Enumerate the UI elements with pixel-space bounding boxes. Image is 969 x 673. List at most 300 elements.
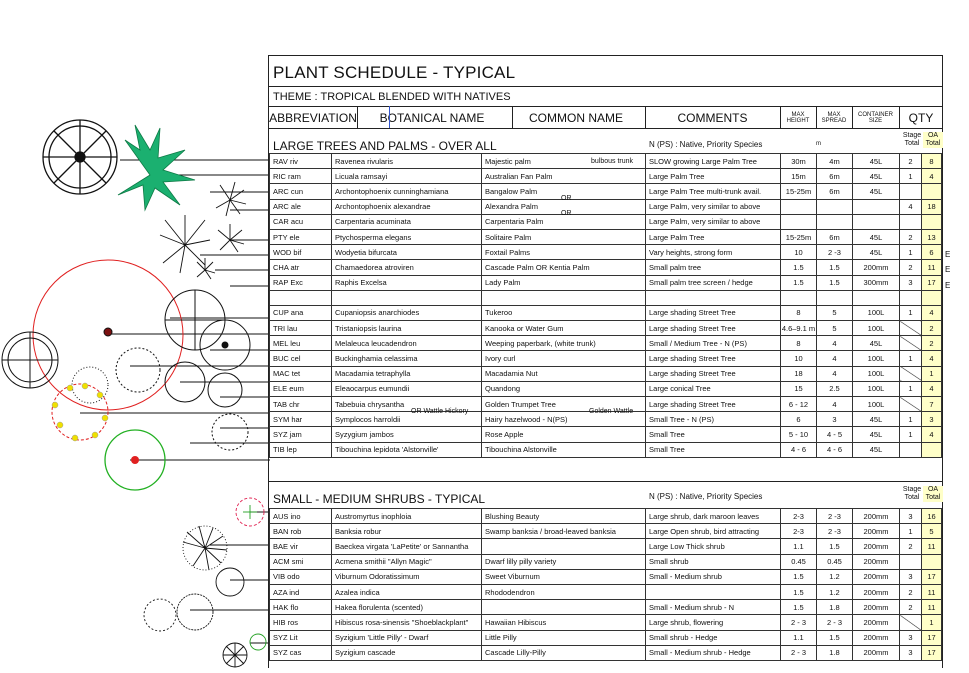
- abbr-cell: ELE eum: [270, 381, 332, 396]
- edge-note-e-3: E: [945, 281, 951, 290]
- container-cell: 200mm: [853, 260, 900, 275]
- table-row: [270, 381, 942, 396]
- comment-cell: SLOW growing Large Palm Tree: [646, 154, 781, 169]
- abbr-cell: MAC tet: [270, 366, 332, 381]
- common-cell: Tibouchina Alstonville: [482, 442, 646, 457]
- container-cell: 200mm: [853, 615, 900, 630]
- botanical-cell: Archontophoenix alexandrae: [332, 199, 482, 214]
- table-row: [270, 584, 942, 599]
- common-cell: Quandong: [482, 381, 646, 396]
- small-shrubs-table: [269, 508, 942, 661]
- stage-total-cell: 1: [900, 169, 922, 184]
- height-cell: 2 - 3: [781, 615, 817, 630]
- stage-total-cell: 1: [900, 427, 922, 442]
- abbr-cell: TAB chr: [270, 397, 332, 412]
- botanical-cell: Raphis Excelsa: [332, 275, 482, 290]
- abbr-cell: AUS ino: [270, 509, 332, 524]
- palm-icon: [118, 125, 195, 210]
- oa-total-cell: 4: [922, 351, 942, 366]
- stage-total-cell: 2: [900, 154, 922, 169]
- stage-total-cell: 3: [900, 645, 922, 660]
- comment-cell: Small Tree: [646, 442, 781, 457]
- container-cell: 100L: [853, 305, 900, 320]
- table-row: [270, 539, 942, 554]
- height-cell: 30m: [781, 154, 817, 169]
- height-cell: 15-25m: [781, 184, 817, 199]
- container-cell: 45L: [853, 184, 900, 199]
- stage-total-cell: 1: [900, 412, 922, 427]
- oa-total-cell: 5: [922, 524, 942, 539]
- table-row: [270, 260, 942, 275]
- common-cell: Macadamia Nut: [482, 366, 646, 381]
- plant-schedule-sheet: [268, 55, 943, 668]
- stage-total-cell: 2: [900, 600, 922, 615]
- abbr-cell: RAV riv: [270, 154, 332, 169]
- spread-cell: 1.8: [817, 600, 853, 615]
- spread-cell: [817, 290, 853, 305]
- common-cell: Kanooka or Water Gum: [482, 321, 646, 336]
- container-cell: 45L: [853, 336, 900, 351]
- stage-total-cell: 2: [900, 584, 922, 599]
- height-cell: [781, 290, 817, 305]
- oa-total-cell: 1: [922, 366, 942, 381]
- spread-cell: 4: [817, 366, 853, 381]
- stage-total-cell: [900, 366, 922, 381]
- common-cell: Hawaiian Hibiscus: [482, 615, 646, 630]
- abbr-cell: SYM har: [270, 412, 332, 427]
- spread-cell: 4 - 5: [817, 427, 853, 442]
- table-row: [270, 290, 942, 305]
- oa-total-cell: 16: [922, 509, 942, 524]
- common-cell: Foxtail Palms: [482, 245, 646, 260]
- plant-symbol-legend: [0, 0, 270, 668]
- stage-total-cell: [900, 321, 922, 336]
- comment-cell: Small shrub - Hedge: [646, 630, 781, 645]
- abbr-cell: BAE vir: [270, 539, 332, 554]
- abbr-cell: ARC cun: [270, 184, 332, 199]
- comment-cell: Small - Medium shrub - Hedge: [646, 645, 781, 660]
- oa-total-cell: 2: [922, 336, 942, 351]
- container-cell: 200mm: [853, 584, 900, 599]
- stage-total-cell: [900, 336, 922, 351]
- common-cell: Solitaire Palm: [482, 229, 646, 244]
- common-cell: Rhododendron: [482, 584, 646, 599]
- header-botanical: BOTANICAL NAME: [379, 111, 485, 125]
- section-title-large: LARGE TREES AND PALMS - OVER ALL: [273, 139, 497, 153]
- container-cell: 200mm: [853, 539, 900, 554]
- spread-cell: 2 -3: [817, 524, 853, 539]
- table-row: [270, 169, 942, 184]
- comment-cell: [646, 290, 781, 305]
- stage-total-cell: [900, 442, 922, 457]
- common-cell: Swamp banksia / broad-leaved banksia: [482, 524, 646, 539]
- oa-total-cell: [922, 184, 942, 199]
- theme-line: THEME : TROPICAL BLENDED WITH NATIVES: [273, 91, 511, 103]
- abbr-cell: VIB odo: [270, 569, 332, 584]
- abbr-cell: SYZ jam: [270, 427, 332, 442]
- spread-cell: 5: [817, 321, 853, 336]
- comment-cell: Large Palm Tree: [646, 229, 781, 244]
- botanical-cell: Banksia robur: [332, 524, 482, 539]
- common-cell: Australian Fan Palm: [482, 169, 646, 184]
- container-cell: 100L: [853, 351, 900, 366]
- container-cell: 100L: [853, 397, 900, 412]
- oa-total-header: OA Total: [923, 132, 943, 148]
- oa-total-cell: 11: [922, 600, 942, 615]
- botanical-cell: [332, 290, 482, 305]
- oa-total-cell: 6: [922, 245, 942, 260]
- abbr-cell: SYZ Lit: [270, 630, 332, 645]
- table-row: [270, 524, 942, 539]
- abbr-cell: CAR acu: [270, 214, 332, 229]
- stage-total-cell: 3: [900, 509, 922, 524]
- stage-total-cell: [900, 397, 922, 412]
- green-canopy-icon: [105, 414, 248, 490]
- height-cell: 15: [781, 381, 817, 396]
- spread-cell: 1.5: [817, 260, 853, 275]
- note-wattle-hickory: OR Wattle Hickory: [411, 408, 469, 415]
- common-cell: Dwarf lilly pilly variety: [482, 554, 646, 569]
- table-row: [270, 321, 942, 336]
- edge-note-e-2: E: [945, 265, 951, 274]
- container-cell: 200mm: [853, 630, 900, 645]
- height-cell: 10: [781, 351, 817, 366]
- container-cell: 200mm: [853, 524, 900, 539]
- stage-total-cell: 2: [900, 539, 922, 554]
- spread-cell: 1.8: [817, 645, 853, 660]
- comment-cell: Small palm tree: [646, 260, 781, 275]
- oa-total-cell: 17: [922, 630, 942, 645]
- oa-total-cell: 11: [922, 584, 942, 599]
- table-row: [270, 615, 942, 630]
- spread-cell: [817, 214, 853, 229]
- note-or-2: OR: [561, 210, 572, 217]
- oa-total-cell: 4: [922, 305, 942, 320]
- table-row: [270, 184, 942, 199]
- botanical-cell: Tristaniopsis laurina: [332, 321, 482, 336]
- container-cell: [853, 199, 900, 214]
- comment-cell: Large shading Street Tree: [646, 366, 781, 381]
- section-title-small: SMALL - MEDIUM SHRUBS - TYPICAL: [273, 492, 486, 506]
- height-cell: [781, 199, 817, 214]
- comment-cell: Large Palm Tree: [646, 169, 781, 184]
- spread-cell: 2 - 3: [817, 615, 853, 630]
- botanical-cell: Melaleuca leucadendron: [332, 336, 482, 351]
- spread-cell: 4: [817, 351, 853, 366]
- botanical-cell: Licuala ramsayi: [332, 169, 482, 184]
- abbr-cell: HAK flo: [270, 600, 332, 615]
- common-cell: [482, 539, 646, 554]
- stage-total-cell: 1: [900, 351, 922, 366]
- height-cell: 10: [781, 245, 817, 260]
- table-row: [270, 275, 942, 290]
- comment-cell: Small palm tree screen / hedge: [646, 275, 781, 290]
- container-cell: 45L: [853, 245, 900, 260]
- comment-cell: Large Low Thick shrub: [646, 539, 781, 554]
- table-row: [270, 630, 942, 645]
- spread-cell: 4m: [817, 154, 853, 169]
- stage-total-cell: [900, 214, 922, 229]
- oa-total-cell: 4: [922, 427, 942, 442]
- comment-cell: Small shrub: [646, 554, 781, 569]
- height-cell: 6: [781, 412, 817, 427]
- container-cell: 100L: [853, 366, 900, 381]
- container-cell: 200mm: [853, 645, 900, 660]
- comment-cell: Large Palm, very similar to above: [646, 214, 781, 229]
- oa-total-cell: 11: [922, 260, 942, 275]
- botanical-cell: Tibouchina lepidota 'Alstonville': [332, 442, 482, 457]
- abbr-cell: RIC ram: [270, 169, 332, 184]
- comment-cell: Small - Medium shrub: [646, 569, 781, 584]
- stage-total-cell: 3: [900, 569, 922, 584]
- table-row: [270, 600, 942, 615]
- common-cell: Majestic palm: [482, 154, 646, 169]
- botanical-cell: Ptychosperma elegans: [332, 229, 482, 244]
- comment-cell: Small - Medium shrub - N: [646, 600, 781, 615]
- oa-total-cell: [922, 214, 942, 229]
- table-row: [270, 366, 942, 381]
- common-cell: Bangalow Palm: [482, 184, 646, 199]
- page-title: PLANT SCHEDULE - TYPICAL: [273, 63, 516, 82]
- flower-shrub-icon: [52, 383, 108, 441]
- round-tree-icon: [43, 120, 117, 194]
- spread-cell: [817, 199, 853, 214]
- oa-total-cell: 18: [922, 199, 942, 214]
- header-max-height: MAX HEIGHT: [786, 112, 810, 124]
- stage-total-cell: 1: [900, 381, 922, 396]
- height-cell: 1.5: [781, 569, 817, 584]
- spread-cell: 2 -3: [817, 245, 853, 260]
- comment-cell: Large Open shrub, bird attracting: [646, 524, 781, 539]
- botanical-cell: Acmena smithii "Allyn Magic": [332, 554, 482, 569]
- section-note-large: N (PS) : Native, Priority Species: [649, 140, 763, 149]
- stage-total-cell: [900, 184, 922, 199]
- shrub-icon: [144, 498, 266, 667]
- abbr-cell: RAP Exc: [270, 275, 332, 290]
- botanical-cell: Symplocos harroldii: [332, 412, 482, 427]
- abbr-cell: CUP ana: [270, 305, 332, 320]
- spread-cell: 1.2: [817, 584, 853, 599]
- stage-total-cell: 3: [900, 630, 922, 645]
- container-cell: 45L: [853, 427, 900, 442]
- abbr-cell: BAN rob: [270, 524, 332, 539]
- abbr-cell: BUC cel: [270, 351, 332, 366]
- height-cell: 2-3: [781, 524, 817, 539]
- spread-cell: 0.45: [817, 554, 853, 569]
- height-cell: 8: [781, 336, 817, 351]
- botanical-cell: Azalea indica: [332, 584, 482, 599]
- spread-cell: 6m: [817, 229, 853, 244]
- stage-total-header: Stage Total: [902, 132, 922, 147]
- spread-cell: 2.5: [817, 381, 853, 396]
- table-row: [270, 305, 942, 320]
- header-max-spread: MAX SPREAD: [821, 112, 847, 124]
- abbr-cell: PTY ele: [270, 229, 332, 244]
- spread-cell: 1.5: [817, 539, 853, 554]
- spread-cell: 1.5: [817, 630, 853, 645]
- container-cell: 200mm: [853, 569, 900, 584]
- height-cell: 1.5: [781, 275, 817, 290]
- comment-cell: Large shading Street Tree: [646, 351, 781, 366]
- abbr-cell: WOD bif: [270, 245, 332, 260]
- oa-total-cell: [922, 442, 942, 457]
- common-cell: Ivory curl: [482, 351, 646, 366]
- abbr-cell: ARC ale: [270, 199, 332, 214]
- height-cell: 4 - 6: [781, 442, 817, 457]
- container-cell: 200mm: [853, 509, 900, 524]
- note-golden-wattle: Golden Wattle: [589, 408, 634, 415]
- spread-cell: 5: [817, 305, 853, 320]
- botanical-cell: Macadamia tetraphylla: [332, 366, 482, 381]
- spread-cell: 4 - 6: [817, 442, 853, 457]
- table-row: [270, 554, 942, 569]
- height-cell: 5 - 10: [781, 427, 817, 442]
- container-cell: 100L: [853, 381, 900, 396]
- botanical-cell: Hibiscus rosa-sinensis "Shoeblackplant": [332, 615, 482, 630]
- oa-total-cell: 4: [922, 169, 942, 184]
- note-or-1: OR: [561, 195, 572, 202]
- oa-total-cell: 3: [922, 412, 942, 427]
- common-cell: Carpentaria Palm: [482, 214, 646, 229]
- abbr-cell: CHA atr: [270, 260, 332, 275]
- container-cell: 45L: [853, 154, 900, 169]
- spread-cell: 3: [817, 412, 853, 427]
- height-cell: 1.1: [781, 630, 817, 645]
- botanical-cell: Austromyrtus inophloia: [332, 509, 482, 524]
- stage-total-cell: 1: [900, 524, 922, 539]
- abbr-cell: MEL leu: [270, 336, 332, 351]
- table-row: [270, 351, 942, 366]
- stage-total-cell: 1: [900, 245, 922, 260]
- container-cell: 45L: [853, 169, 900, 184]
- comment-cell: Large shading Street Tree: [646, 305, 781, 320]
- botanical-cell: Viburnum Odoratissimum: [332, 569, 482, 584]
- botanical-cell: Hakea florulenta (scented): [332, 600, 482, 615]
- common-cell: Golden Trumpet Tree: [482, 397, 646, 412]
- abbr-cell: TIB lep: [270, 442, 332, 457]
- container-cell: 200mm: [853, 554, 900, 569]
- common-cell: Alexandra Palm: [482, 199, 646, 214]
- stage-total-cell: 1: [900, 305, 922, 320]
- comment-cell: Large conical Tree: [646, 381, 781, 396]
- tree-canopy-icon: [2, 290, 250, 407]
- height-cell: 6 - 12: [781, 397, 817, 412]
- botanical-cell: Eleaocarpus eumundii: [332, 381, 482, 396]
- common-cell: Lady Palm: [482, 275, 646, 290]
- oa-total-cell: 17: [922, 569, 942, 584]
- table-row: [270, 245, 942, 260]
- comment-cell: Large shading Street Tree: [646, 397, 781, 412]
- table-row: [270, 336, 942, 351]
- spread-cell: 4: [817, 336, 853, 351]
- height-cell: 4.6–9.1 m: [781, 321, 817, 336]
- height-cell: 2 - 3: [781, 645, 817, 660]
- oa-total-cell: 17: [922, 275, 942, 290]
- oa-total-cell: 4: [922, 381, 942, 396]
- oa-total-cell: 11: [922, 539, 942, 554]
- oa-total-header-small: OA Total: [923, 486, 943, 502]
- botanical-cell: Chamaedorea atroviren: [332, 260, 482, 275]
- height-cell: 1.5: [781, 260, 817, 275]
- comment-cell: Large shading Street Tree: [646, 321, 781, 336]
- common-cell: Hairy hazelwood - N(PS): [482, 412, 646, 427]
- abbr-cell: AZA ind: [270, 584, 332, 599]
- edge-note-e-1: E: [945, 250, 951, 259]
- botanical-cell: Wodyetia bifurcata: [332, 245, 482, 260]
- botanical-cell: Cupaniopsis anarchiodes: [332, 305, 482, 320]
- comment-cell: Vary heights, strong form: [646, 245, 781, 260]
- comment-cell: Large shrub, flowering: [646, 615, 781, 630]
- table-row: [270, 509, 942, 524]
- comment-cell: Small Tree - N (PS): [646, 412, 781, 427]
- header-container: CONTAINER SIZE: [858, 112, 893, 124]
- botanical-cell: Buckinghamia celassima: [332, 351, 482, 366]
- comment-cell: Large Palm, very similar to above: [646, 199, 781, 214]
- height-cell: 18: [781, 366, 817, 381]
- common-cell: Blushing Beauty: [482, 509, 646, 524]
- botanical-cell: Baeckea virgata 'LaPetite' or Sannantha: [332, 539, 482, 554]
- spread-cell: 4: [817, 397, 853, 412]
- height-cell: 15m: [781, 169, 817, 184]
- height-cell: 0.45: [781, 554, 817, 569]
- unit-label: m: [816, 141, 821, 147]
- botanical-cell: Carpentaria acuminata: [332, 214, 482, 229]
- stage-total-cell: [900, 290, 922, 305]
- container-cell: 200mm: [853, 600, 900, 615]
- comment-cell: Small Tree: [646, 427, 781, 442]
- common-cell: Weeping paperbark, (white trunk): [482, 336, 646, 351]
- spread-cell: 1.5: [817, 275, 853, 290]
- spread-cell: 6m: [817, 184, 853, 199]
- container-cell: [853, 214, 900, 229]
- container-cell: 45L: [853, 229, 900, 244]
- table-row: [270, 214, 942, 229]
- oa-total-cell: [922, 554, 942, 569]
- note-bulbous-trunk: bulbous trunk: [591, 158, 634, 165]
- botanical-cell: Ravenea rivularis: [332, 154, 482, 169]
- header-comments: COMMENTS: [677, 111, 748, 125]
- common-cell: Tukeroo: [482, 305, 646, 320]
- botanical-cell: Archontophoenix cunninghamiana: [332, 184, 482, 199]
- stage-total-cell: [900, 554, 922, 569]
- spread-cell: 1.2: [817, 569, 853, 584]
- height-cell: 1.1: [781, 539, 817, 554]
- comment-cell: [646, 584, 781, 599]
- dot-icon: [104, 328, 112, 336]
- comment-cell: Large Palm Tree multi-trunk avail.: [646, 184, 781, 199]
- botanical-cell: Syzygium jambos: [332, 427, 482, 442]
- common-cell: Little Pilly: [482, 630, 646, 645]
- stage-total-cell: 4: [900, 199, 922, 214]
- container-cell: 45L: [853, 412, 900, 427]
- container-cell: 300mm: [853, 275, 900, 290]
- comment-cell: Small / Medium Tree - N (PS): [646, 336, 781, 351]
- header-common: COMMON NAME: [529, 111, 623, 125]
- oa-total-cell: 13: [922, 229, 942, 244]
- section-note-small: N (PS) : Native, Priority Species: [649, 492, 763, 501]
- abbr-cell: [270, 290, 332, 305]
- height-cell: 8: [781, 305, 817, 320]
- oa-total-cell: 2: [922, 321, 942, 336]
- oa-total-cell: [922, 290, 942, 305]
- spread-cell: 6m: [817, 169, 853, 184]
- container-cell: 45L: [853, 442, 900, 457]
- table-row: [270, 569, 942, 584]
- oa-total-cell: 17: [922, 645, 942, 660]
- common-cell: [482, 600, 646, 615]
- stage-total-cell: [900, 615, 922, 630]
- oa-total-cell: 8: [922, 154, 942, 169]
